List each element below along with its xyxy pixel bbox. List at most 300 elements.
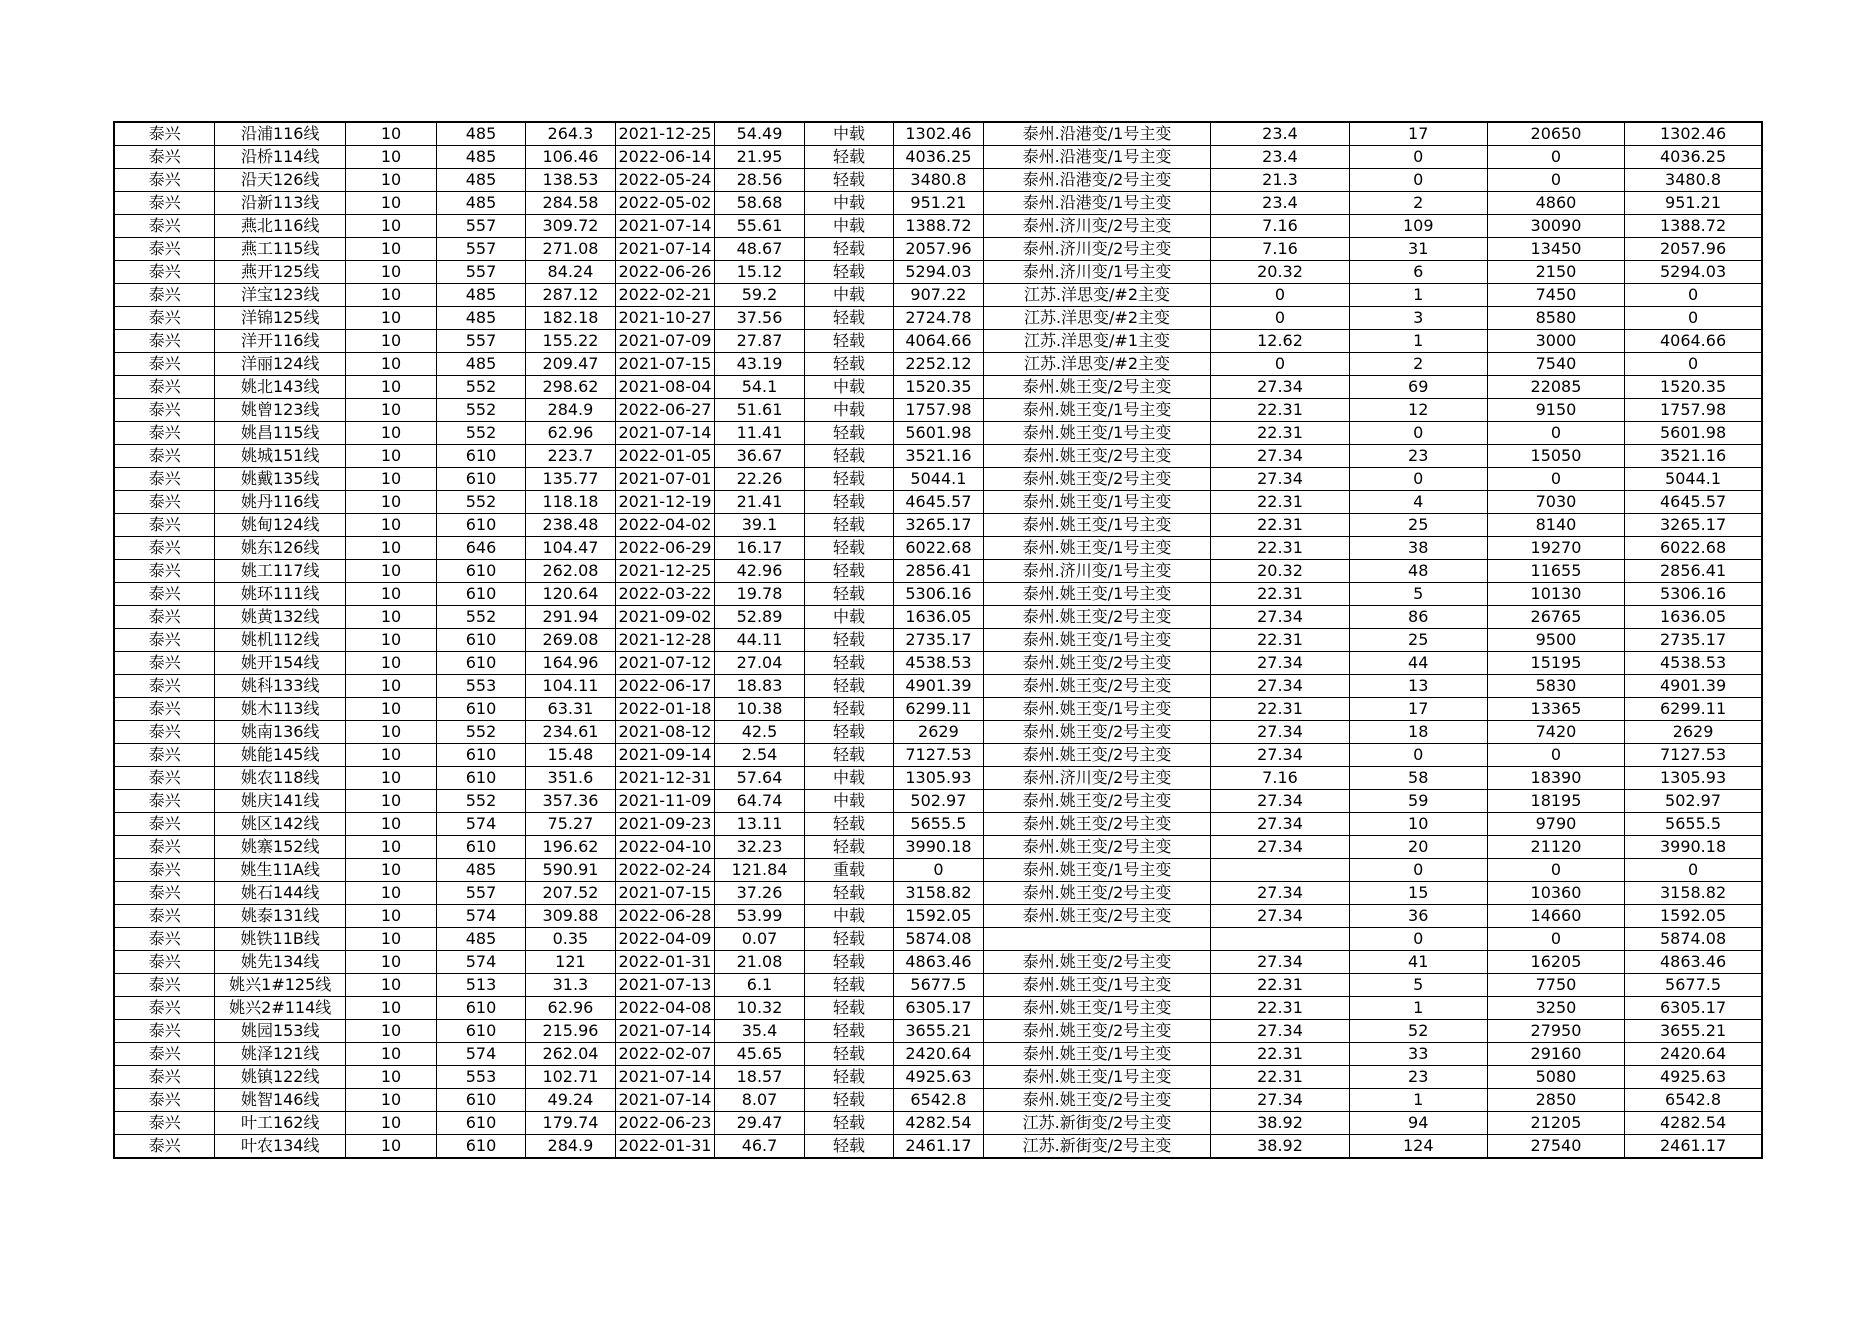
cell-load-rate: 54.1 [715, 376, 804, 399]
cell-load-level: 轻载 [804, 330, 893, 353]
table-row [114, 767, 1762, 790]
table-row [114, 652, 1762, 675]
cell-load-level: 轻载 [804, 629, 893, 652]
cell-line-name: 姚戴135线 [215, 468, 346, 491]
cell-transformer: 泰州.姚王变/1号主变 [983, 1066, 1211, 1089]
cell-remaining-capacity: 0 [1625, 307, 1762, 330]
cell-line-name: 姚科133线 [215, 675, 346, 698]
cell-transformer-load: 27.34 [1211, 1089, 1349, 1112]
cell-customer-capacity: 16205 [1487, 951, 1624, 974]
cell-transformer: 泰州.姚王变/2号主变 [983, 951, 1211, 974]
cell-load-level: 轻载 [804, 675, 893, 698]
cell-load-rate: 46.7 [715, 1135, 804, 1159]
cell-line-name: 洋开116线 [215, 330, 346, 353]
cell-load-level: 轻载 [804, 146, 893, 169]
cell-customer-count: 2 [1349, 192, 1487, 215]
cell-rated-current: 552 [436, 721, 525, 744]
cell-max-current: 284.58 [526, 192, 615, 215]
cell-load-level: 轻载 [804, 583, 893, 606]
cell-voltage-kv: 10 [346, 122, 436, 146]
cell-load-level: 中载 [804, 122, 893, 146]
cell-rated-current: 485 [436, 146, 525, 169]
cell-customer-capacity: 9150 [1487, 399, 1624, 422]
cell-load-rate: 51.61 [715, 399, 804, 422]
cell-voltage-kv: 10 [346, 606, 436, 629]
cell-remaining-capacity: 0 [1625, 353, 1762, 376]
cell-transformer-load: 22.31 [1211, 698, 1349, 721]
table-row [114, 284, 1762, 307]
cell-transformer-load: 27.34 [1211, 445, 1349, 468]
cell-load-level: 中载 [804, 192, 893, 215]
table-row [114, 583, 1762, 606]
table-row [114, 537, 1762, 560]
cell-load-level: 轻载 [804, 836, 893, 859]
cell-transformer-load: 0 [1211, 353, 1349, 376]
cell-load-rate: 36.67 [715, 445, 804, 468]
cell-customer-count: 0 [1349, 146, 1487, 169]
cell-customer-count: 52 [1349, 1020, 1487, 1043]
cell-remaining-capacity: 3265.17 [1625, 514, 1762, 537]
cell-remaining-capacity: 2856.41 [1625, 560, 1762, 583]
cell-customer-count: 48 [1349, 560, 1487, 583]
cell-rated-current: 574 [436, 813, 525, 836]
cell-county: 泰兴 [114, 928, 215, 951]
cell-customer-count: 1 [1349, 284, 1487, 307]
cell-customer-capacity: 5830 [1487, 675, 1624, 698]
cell-county: 泰兴 [114, 122, 215, 146]
cell-customer-count: 41 [1349, 951, 1487, 974]
cell-available-capacity: 4282.54 [894, 1112, 983, 1135]
cell-rated-current: 485 [436, 192, 525, 215]
cell-voltage-kv: 10 [346, 974, 436, 997]
cell-max-current: 15.48 [526, 744, 615, 767]
cell-transformer-load: 22.31 [1211, 491, 1349, 514]
table-row [114, 307, 1762, 330]
cell-voltage-kv: 10 [346, 192, 436, 215]
cell-max-date: 2022-06-29 [615, 537, 715, 560]
cell-customer-count: 86 [1349, 606, 1487, 629]
cell-available-capacity: 5655.5 [894, 813, 983, 836]
cell-voltage-kv: 10 [346, 928, 436, 951]
cell-customer-capacity: 7450 [1487, 284, 1624, 307]
cell-customer-capacity: 13365 [1487, 698, 1624, 721]
table-row [114, 1066, 1762, 1089]
cell-rated-current: 610 [436, 1089, 525, 1112]
cell-transformer: 泰州.姚王变/1号主变 [983, 491, 1211, 514]
cell-load-level: 轻载 [804, 744, 893, 767]
cell-customer-capacity: 8580 [1487, 307, 1624, 330]
cell-county: 泰兴 [114, 284, 215, 307]
cell-transformer: 泰州.姚王变/2号主变 [983, 376, 1211, 399]
cell-voltage-kv: 10 [346, 468, 436, 491]
cell-available-capacity: 2724.78 [894, 307, 983, 330]
cell-max-current: 357.36 [526, 790, 615, 813]
cell-customer-count: 5 [1349, 583, 1487, 606]
cell-customer-capacity: 5080 [1487, 1066, 1624, 1089]
cell-max-current: 120.64 [526, 583, 615, 606]
cell-load-level: 轻载 [804, 951, 893, 974]
cell-voltage-kv: 10 [346, 721, 436, 744]
cell-load-level: 轻载 [804, 422, 893, 445]
cell-rated-current: 485 [436, 307, 525, 330]
cell-line-name: 洋锦125线 [215, 307, 346, 330]
cell-load-rate: 15.12 [715, 261, 804, 284]
cell-customer-capacity: 15195 [1487, 652, 1624, 675]
cell-line-name: 姚黄132线 [215, 606, 346, 629]
cell-line-name: 姚铁11B线 [215, 928, 346, 951]
cell-available-capacity: 6299.11 [894, 698, 983, 721]
cell-transformer: 泰州.姚王变/2号主变 [983, 882, 1211, 905]
cell-voltage-kv: 10 [346, 560, 436, 583]
cell-available-capacity: 4901.39 [894, 675, 983, 698]
cell-transformer: 泰州.姚王变/2号主变 [983, 744, 1211, 767]
cell-voltage-kv: 10 [346, 422, 436, 445]
cell-available-capacity: 6542.8 [894, 1089, 983, 1112]
cell-line-name: 姚兴2#114线 [215, 997, 346, 1020]
cell-transformer-load: 21.3 [1211, 169, 1349, 192]
cell-transformer: 泰州.济川变/2号主变 [983, 215, 1211, 238]
cell-remaining-capacity: 1592.05 [1625, 905, 1762, 928]
cell-line-name: 姚南136线 [215, 721, 346, 744]
cell-transformer: 泰州.姚王变/2号主变 [983, 675, 1211, 698]
cell-county: 泰兴 [114, 652, 215, 675]
cell-load-rate: 10.38 [715, 698, 804, 721]
cell-max-current: 309.72 [526, 215, 615, 238]
cell-max-current: 0.35 [526, 928, 615, 951]
cell-max-date: 2021-10-27 [615, 307, 715, 330]
cell-load-rate: 58.68 [715, 192, 804, 215]
cell-load-rate: 37.56 [715, 307, 804, 330]
cell-transformer-load: 0 [1211, 307, 1349, 330]
cell-rated-current: 574 [436, 1043, 525, 1066]
cell-customer-capacity: 8140 [1487, 514, 1624, 537]
cell-voltage-kv: 10 [346, 698, 436, 721]
cell-customer-count: 44 [1349, 652, 1487, 675]
cell-county: 泰兴 [114, 790, 215, 813]
cell-remaining-capacity: 6305.17 [1625, 997, 1762, 1020]
cell-line-name: 姚东126线 [215, 537, 346, 560]
cell-transformer-load: 20.32 [1211, 560, 1349, 583]
cell-load-level: 轻载 [804, 445, 893, 468]
cell-transformer: 泰州.姚王变/1号主变 [983, 698, 1211, 721]
cell-max-date: 2021-07-15 [615, 353, 715, 376]
cell-transformer: 泰州.沿港变/2号主变 [983, 169, 1211, 192]
cell-customer-count: 2 [1349, 353, 1487, 376]
cell-transformer-load: 22.31 [1211, 514, 1349, 537]
cell-load-rate: 64.74 [715, 790, 804, 813]
cell-remaining-capacity: 7127.53 [1625, 744, 1762, 767]
cell-voltage-kv: 10 [346, 376, 436, 399]
cell-load-level: 轻载 [804, 928, 893, 951]
cell-voltage-kv: 10 [346, 146, 436, 169]
cell-customer-count: 0 [1349, 468, 1487, 491]
cell-voltage-kv: 10 [346, 261, 436, 284]
cell-transformer: 泰州.姚王变/2号主变 [983, 905, 1211, 928]
cell-rated-current: 610 [436, 698, 525, 721]
cell-line-name: 姚机112线 [215, 629, 346, 652]
cell-load-rate: 22.26 [715, 468, 804, 491]
cell-max-date: 2022-06-17 [615, 675, 715, 698]
cell-rated-current: 610 [436, 629, 525, 652]
cell-line-name: 洋丽124线 [215, 353, 346, 376]
cell-rated-current: 610 [436, 1135, 525, 1159]
cell-customer-capacity: 0 [1487, 468, 1624, 491]
cell-line-name: 姚泽121线 [215, 1043, 346, 1066]
cell-remaining-capacity: 5601.98 [1625, 422, 1762, 445]
cell-max-date: 2022-04-09 [615, 928, 715, 951]
cell-rated-current: 610 [436, 445, 525, 468]
cell-max-current: 298.62 [526, 376, 615, 399]
cell-transformer-load: 27.34 [1211, 813, 1349, 836]
cell-max-date: 2021-07-12 [615, 652, 715, 675]
cell-voltage-kv: 10 [346, 307, 436, 330]
cell-customer-capacity: 19270 [1487, 537, 1624, 560]
cell-load-rate: 27.87 [715, 330, 804, 353]
cell-customer-capacity: 21120 [1487, 836, 1624, 859]
cell-line-name: 洋宝123线 [215, 284, 346, 307]
cell-max-current: 155.22 [526, 330, 615, 353]
cell-transformer-load: 0 [1211, 284, 1349, 307]
cell-max-current: 179.74 [526, 1112, 615, 1135]
cell-available-capacity: 3158.82 [894, 882, 983, 905]
cell-customer-capacity: 2150 [1487, 261, 1624, 284]
cell-available-capacity: 4064.66 [894, 330, 983, 353]
table-row [114, 997, 1762, 1020]
cell-county: 泰兴 [114, 1020, 215, 1043]
cell-county: 泰兴 [114, 537, 215, 560]
feeder-load-table [113, 121, 1763, 1159]
table-row [114, 1020, 1762, 1043]
cell-county: 泰兴 [114, 514, 215, 537]
cell-rated-current: 574 [436, 951, 525, 974]
cell-transformer: 泰州.姚王变/1号主变 [983, 537, 1211, 560]
cell-transformer: 泰州.姚王变/2号主变 [983, 652, 1211, 675]
cell-transformer: 泰州.姚王变/1号主变 [983, 514, 1211, 537]
cell-transformer: 泰州.济川变/1号主变 [983, 560, 1211, 583]
cell-transformer-load: 27.34 [1211, 744, 1349, 767]
cell-rated-current: 610 [436, 652, 525, 675]
cell-max-date: 2022-04-10 [615, 836, 715, 859]
cell-remaining-capacity: 2420.64 [1625, 1043, 1762, 1066]
cell-load-level: 中载 [804, 905, 893, 928]
cell-transformer-load: 7.16 [1211, 238, 1349, 261]
cell-available-capacity: 2057.96 [894, 238, 983, 261]
cell-available-capacity: 502.97 [894, 790, 983, 813]
cell-available-capacity: 5294.03 [894, 261, 983, 284]
cell-max-current: 284.9 [526, 1135, 615, 1159]
cell-county: 泰兴 [114, 974, 215, 997]
cell-transformer [983, 928, 1211, 951]
cell-available-capacity: 5677.5 [894, 974, 983, 997]
cell-line-name: 姚石144线 [215, 882, 346, 905]
cell-voltage-kv: 10 [346, 284, 436, 307]
cell-county: 泰兴 [114, 606, 215, 629]
cell-customer-capacity: 3250 [1487, 997, 1624, 1020]
cell-rated-current: 485 [436, 122, 525, 146]
cell-remaining-capacity: 1757.98 [1625, 399, 1762, 422]
cell-line-name: 姚区142线 [215, 813, 346, 836]
cell-customer-capacity: 22085 [1487, 376, 1624, 399]
cell-line-name: 沿天126线 [215, 169, 346, 192]
cell-load-level: 轻载 [804, 1066, 893, 1089]
cell-voltage-kv: 10 [346, 537, 436, 560]
cell-rated-current: 485 [436, 169, 525, 192]
cell-load-rate: 55.61 [715, 215, 804, 238]
cell-line-name: 姚智146线 [215, 1089, 346, 1112]
cell-transformer-load: 23.4 [1211, 192, 1349, 215]
cell-customer-capacity: 18195 [1487, 790, 1624, 813]
cell-max-date: 2021-07-15 [615, 882, 715, 905]
cell-transformer: 泰州.姚王变/1号主变 [983, 583, 1211, 606]
cell-transformer-load: 23.4 [1211, 122, 1349, 146]
cell-load-rate: 21.41 [715, 491, 804, 514]
cell-available-capacity: 1757.98 [894, 399, 983, 422]
cell-max-current: 284.9 [526, 399, 615, 422]
cell-customer-capacity: 0 [1487, 169, 1624, 192]
cell-transformer-load: 27.34 [1211, 790, 1349, 813]
cell-customer-capacity: 9790 [1487, 813, 1624, 836]
cell-max-date: 2022-01-18 [615, 698, 715, 721]
cell-customer-count: 69 [1349, 376, 1487, 399]
cell-rated-current: 485 [436, 928, 525, 951]
cell-customer-capacity: 2850 [1487, 1089, 1624, 1112]
cell-remaining-capacity: 951.21 [1625, 192, 1762, 215]
cell-line-name: 姚甸124线 [215, 514, 346, 537]
cell-voltage-kv: 10 [346, 491, 436, 514]
cell-max-current: 351.6 [526, 767, 615, 790]
cell-customer-count: 38 [1349, 537, 1487, 560]
cell-line-name: 姚曾123线 [215, 399, 346, 422]
cell-voltage-kv: 10 [346, 514, 436, 537]
cell-voltage-kv: 10 [346, 215, 436, 238]
cell-max-current: 75.27 [526, 813, 615, 836]
cell-line-name: 姚园153线 [215, 1020, 346, 1043]
cell-load-rate: 35.4 [715, 1020, 804, 1043]
cell-max-current: 102.71 [526, 1066, 615, 1089]
table-row [114, 1089, 1762, 1112]
cell-transformer: 泰州.沿港变/1号主变 [983, 192, 1211, 215]
table-row [114, 261, 1762, 284]
cell-voltage-kv: 10 [346, 583, 436, 606]
cell-rated-current: 610 [436, 744, 525, 767]
cell-load-level: 轻载 [804, 974, 893, 997]
cell-customer-count: 1 [1349, 997, 1487, 1020]
cell-county: 泰兴 [114, 744, 215, 767]
cell-voltage-kv: 10 [346, 859, 436, 882]
cell-load-rate: 57.64 [715, 767, 804, 790]
table-row [114, 146, 1762, 169]
cell-rated-current: 610 [436, 514, 525, 537]
cell-load-level: 重载 [804, 859, 893, 882]
cell-customer-count: 124 [1349, 1135, 1487, 1159]
cell-transformer: 泰州.姚王变/2号主变 [983, 721, 1211, 744]
cell-load-rate: 44.11 [715, 629, 804, 652]
table-row [114, 399, 1762, 422]
cell-transformer: 泰州.沿港变/1号主变 [983, 122, 1211, 146]
cell-county: 泰兴 [114, 951, 215, 974]
cell-rated-current: 610 [436, 468, 525, 491]
cell-max-current: 118.18 [526, 491, 615, 514]
cell-rated-current: 610 [436, 1112, 525, 1135]
cell-load-level: 轻载 [804, 353, 893, 376]
cell-customer-capacity: 0 [1487, 744, 1624, 767]
cell-transformer-load: 7.16 [1211, 215, 1349, 238]
cell-available-capacity: 2420.64 [894, 1043, 983, 1066]
cell-max-current: 63.31 [526, 698, 615, 721]
cell-county: 泰兴 [114, 560, 215, 583]
cell-max-date: 2021-12-25 [615, 560, 715, 583]
cell-voltage-kv: 10 [346, 445, 436, 468]
cell-rated-current: 485 [436, 859, 525, 882]
cell-load-rate: 121.84 [715, 859, 804, 882]
cell-load-rate: 28.56 [715, 169, 804, 192]
cell-customer-capacity: 27950 [1487, 1020, 1624, 1043]
cell-customer-count: 1 [1349, 330, 1487, 353]
cell-max-current: 269.08 [526, 629, 615, 652]
cell-max-date: 2022-03-22 [615, 583, 715, 606]
cell-load-level: 轻载 [804, 882, 893, 905]
table-row [114, 721, 1762, 744]
cell-max-date: 2022-01-31 [615, 951, 715, 974]
cell-rated-current: 557 [436, 238, 525, 261]
cell-customer-capacity: 0 [1487, 859, 1624, 882]
cell-max-date: 2022-06-14 [615, 146, 715, 169]
cell-max-date: 2022-06-27 [615, 399, 715, 422]
cell-load-level: 轻载 [804, 1135, 893, 1159]
cell-max-date: 2022-04-08 [615, 997, 715, 1020]
cell-load-rate: 21.95 [715, 146, 804, 169]
cell-available-capacity: 1305.93 [894, 767, 983, 790]
cell-customer-count: 58 [1349, 767, 1487, 790]
cell-max-date: 2021-07-14 [615, 1089, 715, 1112]
cell-load-rate: 42.5 [715, 721, 804, 744]
cell-customer-capacity: 26765 [1487, 606, 1624, 629]
cell-remaining-capacity: 1388.72 [1625, 215, 1762, 238]
cell-customer-count: 18 [1349, 721, 1487, 744]
cell-transformer-load: 7.16 [1211, 767, 1349, 790]
cell-county: 泰兴 [114, 767, 215, 790]
cell-line-name: 姚镇122线 [215, 1066, 346, 1089]
cell-customer-capacity: 21205 [1487, 1112, 1624, 1135]
cell-max-date: 2021-12-28 [615, 629, 715, 652]
cell-voltage-kv: 10 [346, 905, 436, 928]
cell-load-rate: 53.99 [715, 905, 804, 928]
cell-max-current: 62.96 [526, 997, 615, 1020]
cell-available-capacity: 3480.8 [894, 169, 983, 192]
cell-remaining-capacity: 1636.05 [1625, 606, 1762, 629]
table-row [114, 882, 1762, 905]
cell-transformer-load: 27.34 [1211, 652, 1349, 675]
cell-load-level: 轻载 [804, 307, 893, 330]
cell-line-name: 沿浦116线 [215, 122, 346, 146]
cell-available-capacity: 1520.35 [894, 376, 983, 399]
cell-max-current: 215.96 [526, 1020, 615, 1043]
cell-rated-current: 610 [436, 997, 525, 1020]
cell-available-capacity: 2629 [894, 721, 983, 744]
cell-customer-capacity: 27540 [1487, 1135, 1624, 1159]
cell-transformer: 江苏.洋思变/#2主变 [983, 284, 1211, 307]
cell-county: 泰兴 [114, 353, 215, 376]
cell-customer-capacity: 20650 [1487, 122, 1624, 146]
cell-load-rate: 2.54 [715, 744, 804, 767]
cell-county: 泰兴 [114, 859, 215, 882]
cell-line-name: 姚先134线 [215, 951, 346, 974]
cell-remaining-capacity: 6299.11 [1625, 698, 1762, 721]
cell-customer-capacity: 11655 [1487, 560, 1624, 583]
cell-rated-current: 646 [436, 537, 525, 560]
cell-load-level: 轻载 [804, 468, 893, 491]
cell-load-rate: 10.32 [715, 997, 804, 1020]
